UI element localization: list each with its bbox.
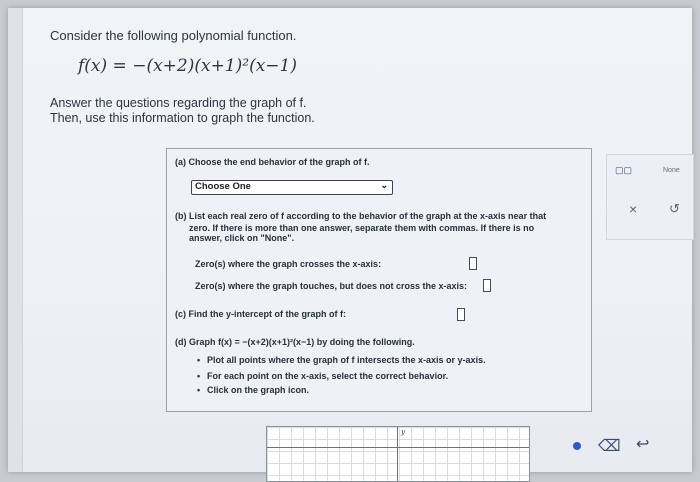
instructions-line-1: Answer the questions regarding the graph of f. <box>50 96 307 110</box>
part-b-prompt-3: answer, click on "None". <box>189 233 295 243</box>
point-tool-icon[interactable] <box>573 442 581 450</box>
touches-input[interactable] <box>483 279 491 292</box>
bullet-3: • Click on the graph icon. <box>207 385 309 395</box>
y-axis <box>397 427 398 481</box>
x-axis <box>267 447 529 448</box>
y-axis-label: y <box>401 428 405 436</box>
none-button[interactable]: None <box>663 167 680 174</box>
fraction-icon[interactable]: ▢▢ <box>615 165 633 175</box>
select-value: Choose One <box>195 181 251 192</box>
crosses-label: Zero(s) where the graph crosses the x-axis: <box>195 259 382 269</box>
curve-tool-icon[interactable]: ↩ <box>636 436 650 453</box>
y-intercept-input[interactable] <box>457 308 465 321</box>
end-behavior-select[interactable] <box>191 180 393 195</box>
function-display: f(x) = −(x+2)(x+1)²(x−1) <box>78 56 297 76</box>
instructions <box>50 96 315 126</box>
instructions-line-2: Then, use this information to graph the function. <box>50 111 315 125</box>
part-b-prompt-1: (b) List each real zero of f according to the behavior of the graph at the x-axis near that <box>175 211 547 221</box>
chevron-down-icon: ⌄ <box>380 180 388 190</box>
screen <box>8 8 692 472</box>
left-sidebar <box>8 8 23 472</box>
crosses-input[interactable] <box>469 257 477 270</box>
part-d-prompt: (d) Graph f(x) = −(x+2)(x+1)²(x−1) by doing the following. <box>175 337 415 347</box>
intro-text: Consider the following polynomial function. <box>50 28 297 43</box>
part-b-prompt-2: zero. If there is more than one answer, separate them with commas. If there is no <box>189 223 535 233</box>
answer-tools-panel <box>606 154 694 240</box>
part-a-prompt: (a) Choose the end behavior of the graph of f. <box>175 157 370 167</box>
eraser-icon[interactable]: ⌫ <box>598 438 621 455</box>
undo-button[interactable]: ↺ <box>669 201 680 216</box>
bullet-1: • Plot all points where the graph of f intersects the x-axis or y-axis. <box>207 355 486 365</box>
part-c-prompt: (c) Find the y-intercept of the graph of f: <box>175 309 346 319</box>
touches-label: Zero(s) where the graph touches, but does not cross the x-axis: <box>195 281 468 291</box>
graph-area[interactable] <box>266 426 530 482</box>
question-panel <box>166 148 592 412</box>
bullet-2: • For each point on the x-axis, select the correct behavior. <box>207 371 448 381</box>
clear-button[interactable]: × <box>629 201 638 217</box>
